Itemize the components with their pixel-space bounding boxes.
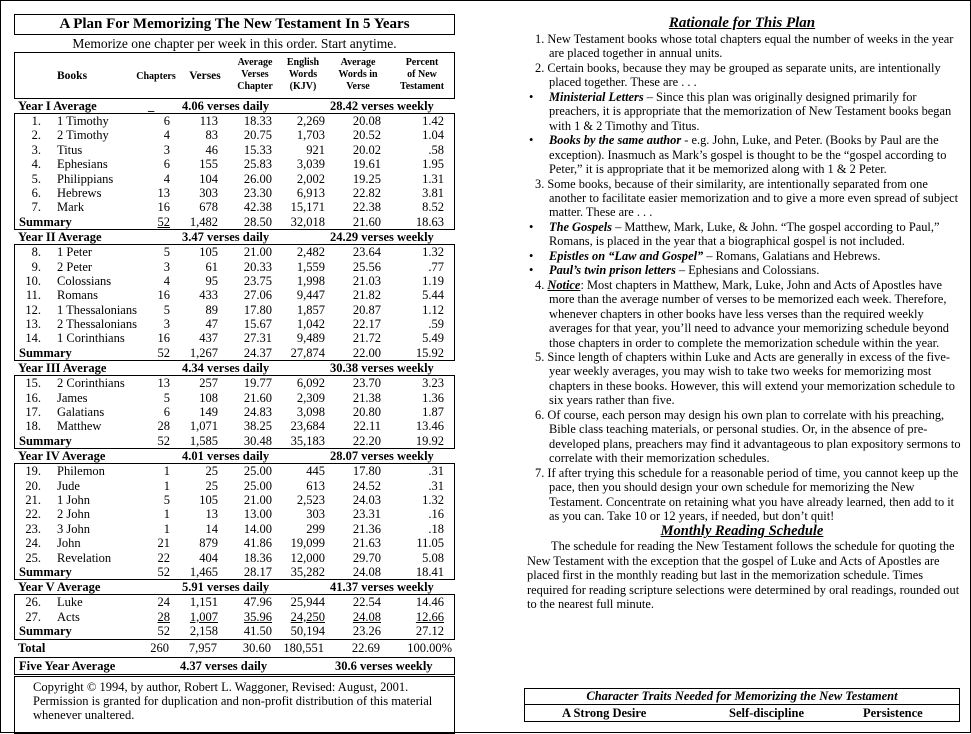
table-row: 23. 3 John 1 14 14.00 299 21.36 .18 xyxy=(25,521,444,536)
table-row: 16. James 5 108 21.60 2,309 21.38 1.36 xyxy=(25,390,444,405)
table-row: 6. Hebrews 13 303 23.30 6,913 22.82 3.81 xyxy=(31,185,444,200)
table-row: 26. Luke 24 1,151 47.96 25,944 22.54 14.46 xyxy=(25,595,444,610)
table-row: 12. 1 Thessalonians 5 89 17.80 1,857 20.87 1.12 xyxy=(25,302,444,317)
table-row: 2. 2 Timothy 4 83 20.75 1,703 20.52 1.04 xyxy=(31,128,444,143)
table-row: 7. Mark 16 678 42.38 15,171 22.38 8.52 xyxy=(31,200,444,215)
table-row: 18. Matthew 28 1,071 38.25 23,684 22.11 13.46 xyxy=(25,419,444,434)
table-row: 27. Acts 28 1,007 35.96 24,250 24.08 12.66 xyxy=(25,609,444,624)
table-row: 8. 1 Peter 5 105 21.00 2,482 23.64 1.32 xyxy=(31,245,444,260)
traits-title: Character Traits Needed for Memorizing the New Testament xyxy=(525,689,959,705)
table-row: 10. Colossians 4 95 23.75 1,998 21.03 1.19 xyxy=(25,273,444,288)
table-row: 13. 2 Thessalonians 3 47 15.67 1,042 22.17 .59 xyxy=(25,317,444,332)
table-row: 3. Titus 3 46 15.33 921 20.02 .58 xyxy=(31,142,444,157)
table-row: 15. 2 Corinthians 13 257 19.77 6,092 23.70 3.23 xyxy=(25,376,444,391)
bullet-prison-letters: • Paul’s twin prison letters – Ephesians and Colossians. xyxy=(529,263,820,278)
header-chapters: Chapters xyxy=(136,71,176,82)
year-block xyxy=(14,244,455,361)
memorization-plan xyxy=(14,14,455,734)
year-block xyxy=(14,375,455,449)
bullet-same-author: • Books by the same author - e.g. John, Luke, and Peter. (Books by Paul are the exception). Inasmuch as Mark’s gospel is thought to be the “gospel according to Peter,” it is appropriate that it be memorized along with 1 & 2 Peter. xyxy=(529,133,947,177)
bullet-icon: • xyxy=(529,248,534,263)
table-row: 5. Philippians 4 104 26.00 2,002 19.25 1.31 xyxy=(31,171,444,186)
table-row: 25. Revelation 22 404 18.36 12,000 29.70 5.08 xyxy=(25,550,444,565)
bullet-icon: • xyxy=(529,133,534,148)
year-block xyxy=(14,594,455,639)
summary-row: Summary 52 2,158 41.50 50,194 23.26 27.12 xyxy=(19,624,444,639)
trait-desire: A Strong Desire xyxy=(562,706,647,720)
bullet-icon: • xyxy=(529,263,534,278)
monthly-schedule-title: Monthly Reading Schedule xyxy=(660,523,824,540)
table-row: 17. Galatians 6 149 24.83 3,098 20.80 1.87 xyxy=(25,405,444,420)
rationale-point-2: 2. Certain books, because they may be grouped as separate units, are intentionally placed together. These are . . . xyxy=(535,60,941,90)
table-row: 9. 2 Peter 3 61 20.33 1,559 25.56 .77 xyxy=(31,259,444,274)
year-average-header: Year II Average 3.47 verses daily 24.29 verses weekly xyxy=(18,230,434,245)
year-average-header: Year IV Average 4.01 verses daily 28.07 verses weekly xyxy=(18,449,434,464)
summary-row: Summary 52 1,267 24.37 27,874 22.00 15.92 xyxy=(19,345,444,360)
table-row: 21. 1 John 5 105 21.00 2,523 24.03 1.32 xyxy=(25,492,444,507)
monthly-schedule-text: The schedule for reading the New Testament follows the schedule for quoting the New Testament with the exception that the gospel of Luke and Acts of Apostles are placed first in the monthly reading but last in the memorization schedule. Times required for reading scripture selections were determined by oral readings, rounded out to the nearest full minute. xyxy=(527,539,960,612)
year-average-header: Year V Average 5.91 verses daily 41.37 verses weekly xyxy=(18,580,434,595)
rationale-section xyxy=(519,14,965,612)
table-row: 24. John 21 879 41.86 19,099 21.63 11.05 xyxy=(25,536,444,551)
table-header xyxy=(14,52,455,99)
bullet-law-and-gospel: • Epistles on “Law and Gospel” – Romans, Galatians and Hebrews. xyxy=(529,248,881,263)
header-english-words: English Words (KJV) xyxy=(286,57,320,92)
header-books: Books xyxy=(57,70,88,82)
table-row: 11. Romans 16 433 27.06 9,447 21.82 5.44 xyxy=(25,288,444,303)
total-row: Total 260 7,957 30.60 180,551 22.69 100.00% xyxy=(18,640,452,655)
bullet-ministerial-letters: • Ministerial Letters – Since this plan was originally designed primarily for preachers, it is appropriate that the memorization of New Testament books began with 1 & 2 Timothy and Titus. xyxy=(529,89,952,133)
summary-row: Summary 52 1,482 28.50 32,018 21.60 18.63 xyxy=(19,214,444,229)
rationale-point-4: 4. Notice: Most chapters in Matthew, Mark, Luke, John and Acts of Apostles have more than the average number of verses to be memorized each week. Therefore, whenever chapters in other books have less verses than the required weekly averages for that year, you’ll need to advance your memorizing schedule beyond those chapters in order to complete the memorization schedule within the year. xyxy=(535,277,949,350)
table-row: 4. Ephesians 6 155 25.83 3,039 19.61 1.95 xyxy=(31,157,444,172)
trait-self-discipline: Self-discipline xyxy=(729,706,805,720)
rationale-point-1: 1. New Testament books whose total chapters equal the number of weeks in the year are placed together in annual units. xyxy=(535,32,954,61)
table-row: 22. 2 John 1 13 13.00 303 23.31 .16 xyxy=(25,507,444,522)
rationale-point-7: 7. If after trying this schedule for a reasonable period of time, you cannot keep up the pace, then you should design your own schedule for memorizing the New Testament. Concentrate on retaining what you have already learned, then add to it as you can. Take 10 or 12 years, if needed, but don’t quit! xyxy=(535,465,959,523)
header-verses: Verses xyxy=(189,70,221,82)
table-row: 20. Jude 1 25 25.00 613 24.52 .31 xyxy=(25,478,444,493)
year-block xyxy=(14,113,455,230)
years-table xyxy=(14,99,455,640)
character-traits-box xyxy=(524,688,960,722)
plan-subtitle: Memorize one chapter per week in this order. Start anytime. xyxy=(72,36,397,51)
five-year-average: Five Year Average 4.37 verses daily 30.6 verses weekly xyxy=(14,657,455,675)
table-row: 19. Philemon 1 25 25.00 445 17.80 .31 xyxy=(25,464,444,479)
bullet-icon: • xyxy=(529,219,534,234)
summary-row: Summary 52 1,585 30.48 35,183 22.20 19.92 xyxy=(19,433,444,448)
bullet-gospels: • The Gospels – Matthew, Mark, Luke, & John. “The gospel according to Paul,” Romans, is placed in the year that a biographical gospel is not included. xyxy=(529,219,940,249)
header-words-in-verse: Average Words in Verse xyxy=(338,57,378,92)
header-avg-verses: Average Verses Chapter xyxy=(237,57,273,92)
year-average-header: Year III Average 4.34 verses daily 30.38 verses weekly xyxy=(18,361,434,376)
rationale-point-5: 5. Since length of chapters within Luke and Acts are generally in excess of the five-year weekly averages, you may wish to take two weeks for memorizing most chapters in these books. However, this will extend your memorization schedule to six years rather than five. xyxy=(535,349,955,408)
copyright-notice: Copyright © 1994, by author, Robert L. Waggoner, Revised: August, 2001. Permission is granted for duplication and non-profit distribution of this material whenever unaltered. xyxy=(14,676,455,734)
bullet-icon: • xyxy=(529,89,534,104)
table-row: 1. 1 Timothy 6 113 18.33 2,269 20.08 1.42 xyxy=(31,114,444,128)
table-row: 14. 1 Corinthians 16 437 27.31 9,489 21.72 5.49 xyxy=(25,331,444,346)
year-average-header: Year I Average _ 4.06 verses daily 28.42 verses weekly xyxy=(18,99,434,113)
year-block xyxy=(14,463,455,580)
rationale-title: Rationale for This Plan xyxy=(668,15,816,31)
rationale-point-6: 6. Of course, each person may design his own plan to correlate with his preaching, Bible class teaching materials, or personal studies. Or, in the absence of pre-developed plans, preachers may find it advantageous to plan expository sermons to correlate with their memorization schedules. xyxy=(535,407,961,466)
trait-persistence: Persistence xyxy=(863,706,923,720)
traits-list xyxy=(525,705,959,721)
rationale-point-3: 3. Some books, because of their similarity, are intentionally separated from one another to facilitate easier memorization and to give a more even spread of subject matter. These are . . . xyxy=(535,176,959,220)
header-percent: Percent of New Testament xyxy=(399,57,445,92)
summary-row: Summary 52 1,465 28.17 35,282 24.08 18.41 xyxy=(19,564,444,579)
plan-title: A Plan For Memorizing The New Testament In 5 Years xyxy=(14,14,455,35)
